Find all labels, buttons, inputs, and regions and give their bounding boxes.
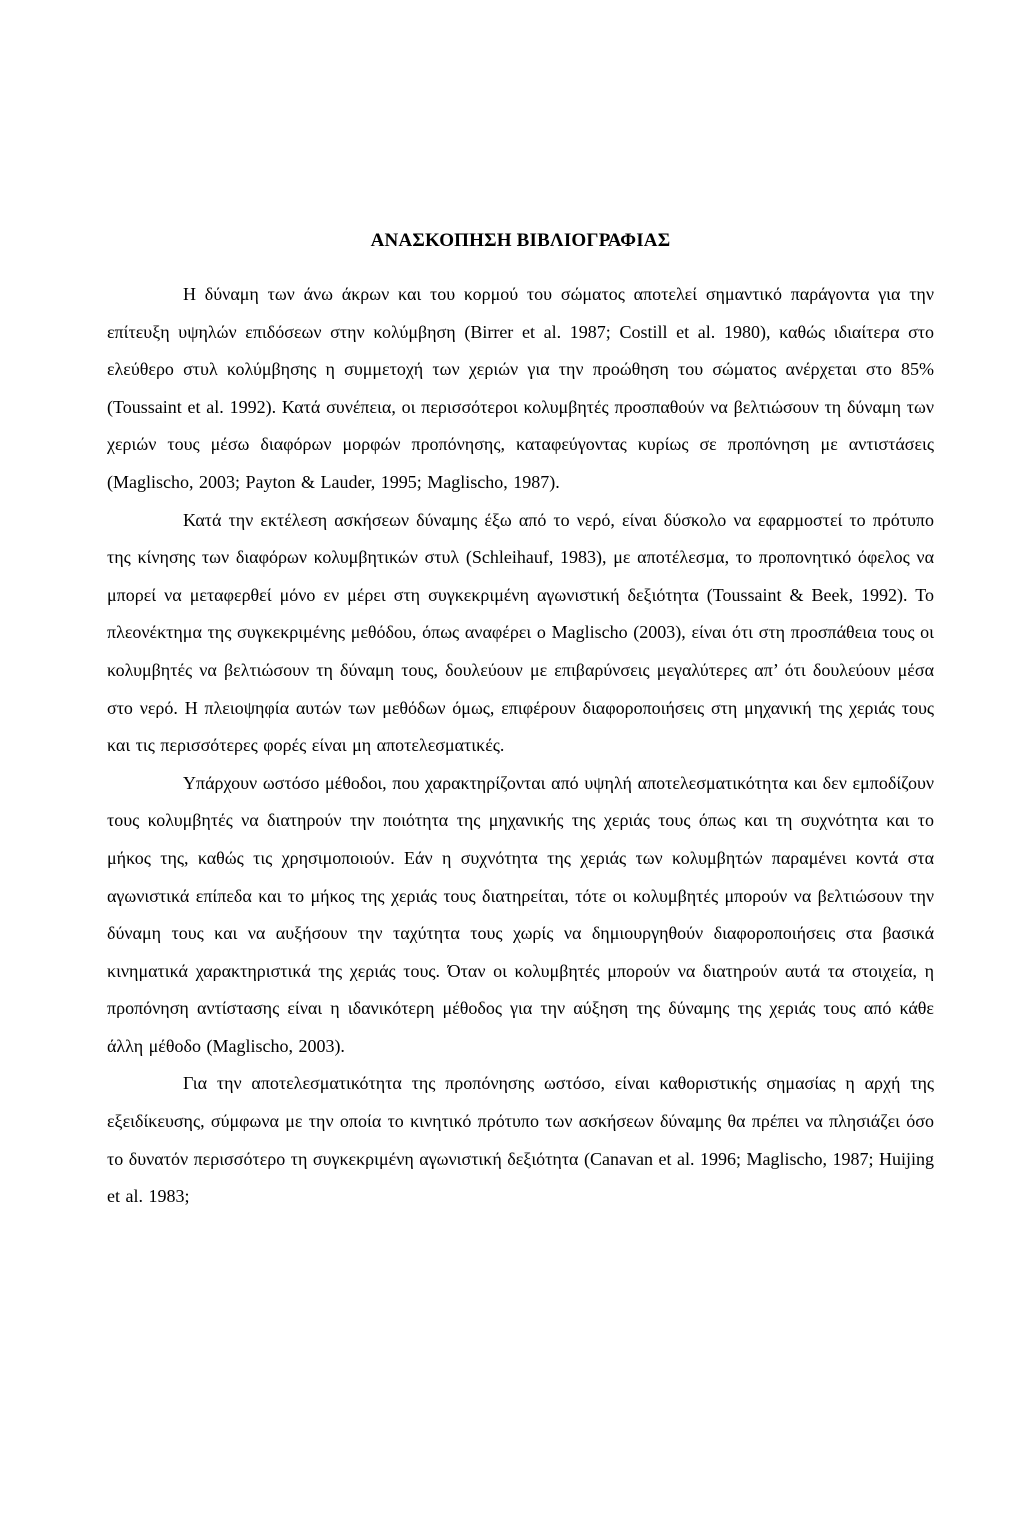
paragraph-3: Υπάρχουν ωστόσο μέθοδοι, που χαρακτηρίζονται από υψηλή αποτελεσματικότητα και δεν εμποδίζουν τους κολυμβητές να διατηρούν την ποιότητα της μηχανικής της χεριάς τους όπως και τη συχνότητα και το μήκος της, καθώς τις χρησιμοποιούν. Εάν η συχνότητα της χεριάς των κολυμβητών παραμένει κοντά στα αγωνιστικά επίπεδα και το μήκος της χεριάς τους διατηρείται, τότε οι κολυμβητές μπορούν να βελτιώσουν την δύναμη τους και να αυξήσουν την ταχύτητα τους χωρίς να δημιουργηθούν διαφοροποιήσεις στα βασικά κινηματικά χαρακτηριστικά της χεριάς τους. Όταν οι κολυμβητές μπορούν να διατηρούν αυτά τα στοιχεία, η προπόνηση αντίστασης είναι η ιδανικότερη μέθοδος για την αύξηση της δύναμης της χεριάς τους από κάθε άλλη μέθοδο (Maglischo, 2003). bbox=[107, 772, 934, 1056]
paragraph-1: Η δύναμη των άνω άκρων και του κορμού του σώματος αποτελεί σημαντικό παράγοντα για την επίτευξη υψηλών επιδόσεων στην κολύμβηση (Birrer et al. 1987; Costill et al. 1980), καθώς ιδιαίτερα στο ελεύθερο στυλ κολύμβησης η συμμετοχή των χεριών για την προώθηση του σώματος ανέρχεται στο 85% (Toussaint et al. 1992). Κατά συνέπεια, οι περισσότεροι κολυμβητές προσπαθούν να βελτιώσουν τη δύναμη των χεριών τους μέσω διαφόρων μορφών προπόνησης, καταφεύγοντας κυρίως σε προπόνηση με αντιστάσεις (Maglischo, 2003; Payton & Lauder, 1995; Maglischo, 1987). bbox=[107, 284, 934, 492]
paragraph-2: Κατά την εκτέλεση ασκήσεων δύναμης έξω από το νερό, είναι δύσκολο να εφαρμοστεί το πρότυπο της κίνησης των διαφόρων κολυμβητικών στυλ (Schleihauf, 1983), με αποτέλεσμα, το προπονητικό όφελος να μπορεί να μεταφερθεί μόνο εν μέρει στη συγκεκριμένη αγωνιστική δεξιότητα (Toussaint & Beek, 1992). Το πλεονέκτημα της συγκεκριμένης μεθόδου, όπως αναφέρει ο Maglischo (2003), είναι ότι στη προσπάθεια τους οι κολυμβητές να βελτιώσουν τη δύναμη τους, δουλεύουν με επιβαρύνσεις μεγαλύτερες απ’ ότι δουλεύουν μέσα στο νερό. Η πλειοψηφία αυτών των μεθόδων όμως, επιφέρουν διαφοροποιήσεις στη μηχανική της χεριάς τους και τις περισσότερες φορές είναι μη αποτελεσματικές. bbox=[107, 509, 934, 756]
section-title: ΑΝΑΣΚΟΠΗΣΗ ΒΙΒΛΙΟΓΡΑΦΙΑΣ bbox=[370, 230, 671, 251]
paragraph-4: Για την αποτελεσματικότητα της προπόνησης ωστόσο, είναι καθοριστικής σημασίας η αρχή της εξειδίκευσης, σύμφωνα με την οποία το κινητικό πρότυπο των ασκήσεων δύναμης θα πρέπει να πλησιάζει όσο το δυνατόν περισσότερο τη συγκεκριμένη αγωνιστική δεξιότητα (Canavan et al. 1996; Maglischo, 1987; Huijing et al. 1983; bbox=[107, 1073, 934, 1207]
